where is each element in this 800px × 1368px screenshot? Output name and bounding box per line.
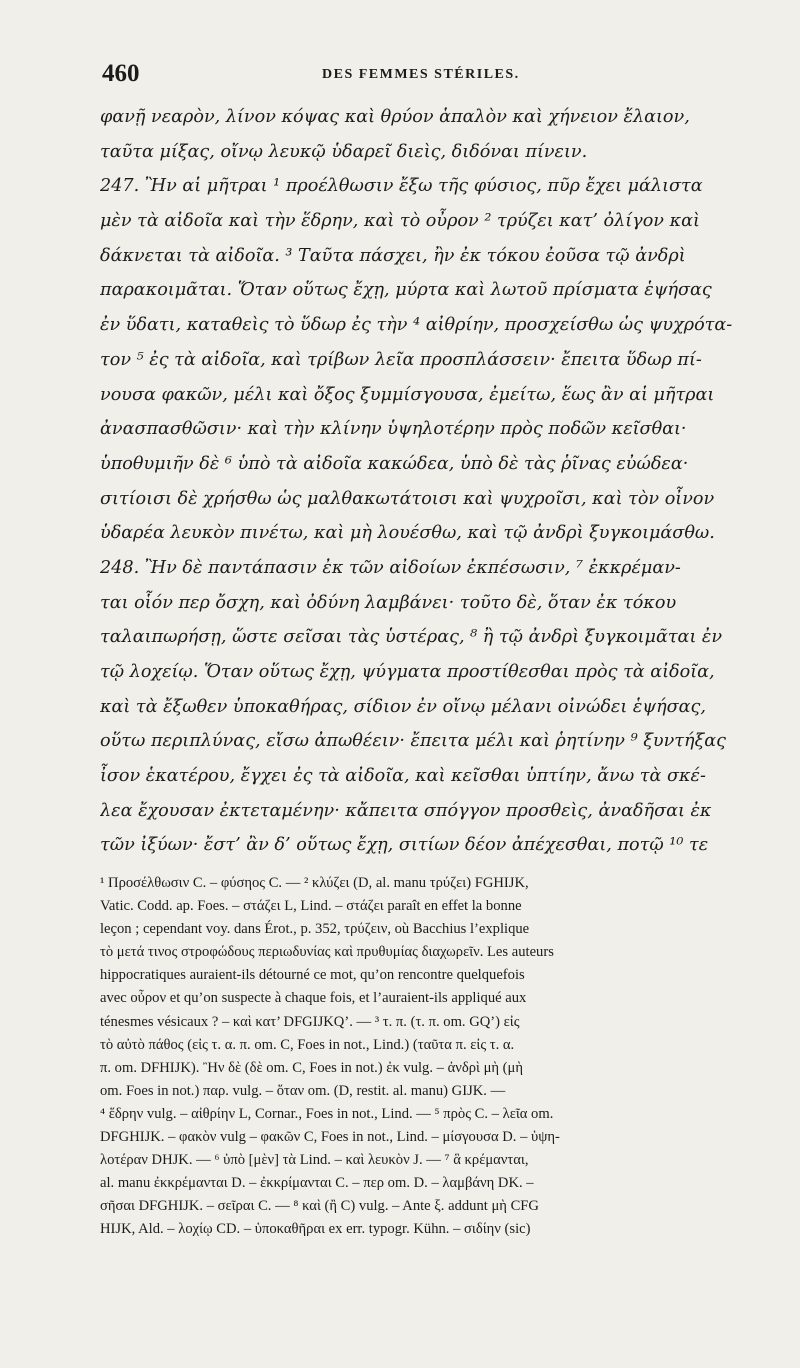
footnote-line: avec οὖρον et qu’on suspecte à chaque fois, et l’auraient-ils appliqué aux — [100, 990, 527, 1007]
text-line: ταῦτα μίξας, οἴνῳ λευκῷ ὑδαρεῖ διεὶς, διδόναι πίνειν. — [100, 141, 588, 162]
footnote-line: ¹ Προσέλθωσιν C. – φύσηος C. — ² κλύζει (D, al. manu τρύζει) FGHIJK, — [100, 875, 529, 891]
text-line: ἶσον ἑκατέρου, ἔγχει ἐς τὰ αἰδοῖα, καὶ κεῖσθαι ὑπτίην, ἄνω τὰ σκέ- — [100, 766, 706, 787]
footnote-line: λοτέραν DHJK. — ⁶ ὑπὸ [μὲν] τὰ Lind. – καὶ λευκὸν J. — ⁷ ἃ κρέμανται, — [100, 1152, 529, 1169]
main-text — [100, 100, 760, 863]
text-line: παρακοιμᾶται. Ὅταν οὕτως ἔχῃ, μύρτα καὶ λωτοῦ πρίσματα ἑψήσας — [100, 280, 712, 301]
text-line: φανῇ νεαρὸν, λίνον κόψας καὶ θρύον ἁπαλὸν καὶ χήνειον ἔλαιον, — [100, 107, 690, 127]
footnote-line: leçon ; cependant voy. dans Érot., p. 352, τρύζειν, où Bacchius l’explique — [100, 921, 530, 938]
text-line: ὑδαρέα λευκὸν πινέτω, καὶ μὴ λουέσθω, καὶ τῷ ἀνδρὶ ξυγκοιμάσθω. — [100, 523, 715, 544]
footnote-line: ⁴ ἕδρην vulg. – αἰθρίην L, Cornar., Foes in not., Lind. — ⁵ πρὸς C. – λεῖα om. — [100, 1105, 554, 1122]
text-line: λεα ἔχουσαν ἐκτεταμένην· κἄπειτα σπόγγον προσθεὶς, ἀναδῆσαι ἐκ — [100, 800, 712, 821]
text-line: ὑποθυμιῆν δὲ ⁶ ὑπὸ τὰ αἰδοῖα κακώδεα, ὑπὸ δὲ τὰς ῥῖνας εὐώδεα· — [100, 453, 689, 474]
footnote-line: hippocratiques auraient-ils détourné ce mot, qu’on rencontre quelquefois — [100, 967, 525, 984]
text-line: 248. Ἢν δὲ παντάπασιν ἐκ τῶν αἰδοίων ἐκπέσωσιν, ⁷ ἐκκρέμαν- — [100, 557, 681, 578]
footnote-line: π. om. DFHIJK). Ἢν δὲ (δὲ om. C, Foes in not.) ἐκ vulg. – ἀνδρὶ μὴ (μὴ — [100, 1059, 523, 1076]
footnote-line: al. manu ἐκκρέμανται D. – ἐκκρίμανται C. – περ om. D. – λαμβάνη DK. – — [100, 1175, 534, 1192]
text-line: ται οἷόν περ ὄσχη, καὶ ὀδύνη λαμβάνει· τοῦτο δὲ, ὅταν ἐκ τόκου — [100, 592, 677, 613]
page-header — [100, 60, 760, 96]
footnote-line: Vatic. Codd. ap. Foes. – στάζει L, Lind. – στάζει paraît en effet la bonne — [100, 898, 522, 915]
text-line: δάκνεται τὰ αἰδοῖα. ³ Ταῦτα πάσχει, ἢν ἐκ τόκου ἐοῦσα τῷ ἀνδρὶ — [100, 245, 686, 266]
text-line: τον ⁵ ἐς τὰ αἰδοῖα, καὶ τρίβων λεῖα προσπλάσσειν· ἔπειτα ὕδωρ πί- — [100, 349, 702, 370]
page-number: 460 — [102, 60, 140, 87]
running-head: DES FEMMES STÉRILES. — [322, 67, 520, 82]
footnote-line: τὸ αὐτὸ πάθος (εἰς τ. α. π. om. C, Foes in not., Lind.) (ταῦτα π. εἰς τ. α. — [100, 1036, 515, 1053]
text-line: τῶν ἰξύων· ἔστ’ ἂν δ’ οὕτως ἔχῃ, σιτίων δέον ἀπέχεσθαι, ποτῷ ¹⁰ τε — [100, 835, 709, 856]
footnote-line: τὸ μετά τινος στροφώδους περιωδυνίας καὶ πρυθυμίας διαχωρεῖν. Les auteurs — [100, 944, 554, 961]
footnote-line: HIJK, Ald. – λοχίῳ CD. – ὑποκαθῆραι ex err. typogr. Kühn. – σιδίην (sic) — [100, 1221, 531, 1238]
text-line: ἐν ὕδατι, καταθεὶς τὸ ὕδωρ ἐς τὴν ⁴ αἰθρίην, προσχείσθω ὡς ψυχρότα- — [100, 315, 733, 336]
text-line: καὶ τὰ ἔξωθεν ὑποκαθήρας, σίδιον ἐν οἴνῳ μέλανι οἰνώδει ἑψήσας, — [100, 696, 706, 717]
footnotes — [100, 872, 760, 1242]
text-line: ταλαιπωρήσῃ, ὥστε σεῖσαι τὰς ὑστέρας, ⁸ ἢ τῷ ἀνδρὶ ξυγκοιμᾶται ἐν — [100, 627, 723, 648]
footnote-line: σῆσαι DFGHIJK. – σεῖραι C. — ⁸ καὶ (ἢ C) vulg. – Ante ξ. addunt μὴ CFG — [100, 1198, 539, 1215]
footnote-line: ténesmes vésicaux ? – καὶ κατ’ DFGIJKQ’. — ³ τ. π. (τ. π. om. GQ’) εἰς — [100, 1013, 520, 1030]
text-line: μὲν τὰ αἰδοῖα καὶ τὴν ἕδρην, καὶ τὸ οὖρον ² τρύζει κατ’ ὀλίγον καὶ — [100, 211, 700, 232]
text-line: σιτίοισι δὲ χρήσθω ὡς μαλθακωτάτοισι καὶ ψυχροῖσι, καὶ τὸν οἶνον — [100, 488, 715, 509]
text-line: τῷ λοχείῳ. Ὅταν οὕτως ἔχῃ, ψύγματα προστίθεσθαι πρὸς τὰ αἰδοῖα, — [100, 662, 715, 682]
text-line: οὕτω περιπλύνας, εἴσω ἀπωθέειν· ἔπειτα μέλι καὶ ῥητίνην ⁹ ξυντήξας — [100, 731, 727, 752]
text-line: 247. Ἢν αἱ μῆτραι ¹ προέλθωσιν ἔξω τῆς φύσιος, πῦρ ἔχει μάλιστα — [100, 176, 703, 197]
text-line: ἀνασπασθῶσιν· καὶ τὴν κλίνην ὑψηλοτέρην πρὸς ποδῶν κεῖσθαι· — [100, 419, 687, 440]
footnote-line: om. Foes in not.) παρ. vulg. – ὅταν om. (D, restit. al. manu) GIJK. — — [100, 1082, 506, 1099]
text-line: νουσα φακῶν, μέλι καὶ ὄξος ξυμμίσγουσα, ἐμείτω, ἕως ἂν αἱ μῆτραι — [100, 384, 715, 405]
footnote-line: DFGHIJK. – φακὸν vulg – φακῶν C, Foes in not., Lind. – μίσγουσα D. – ὑψη- — [100, 1129, 560, 1146]
